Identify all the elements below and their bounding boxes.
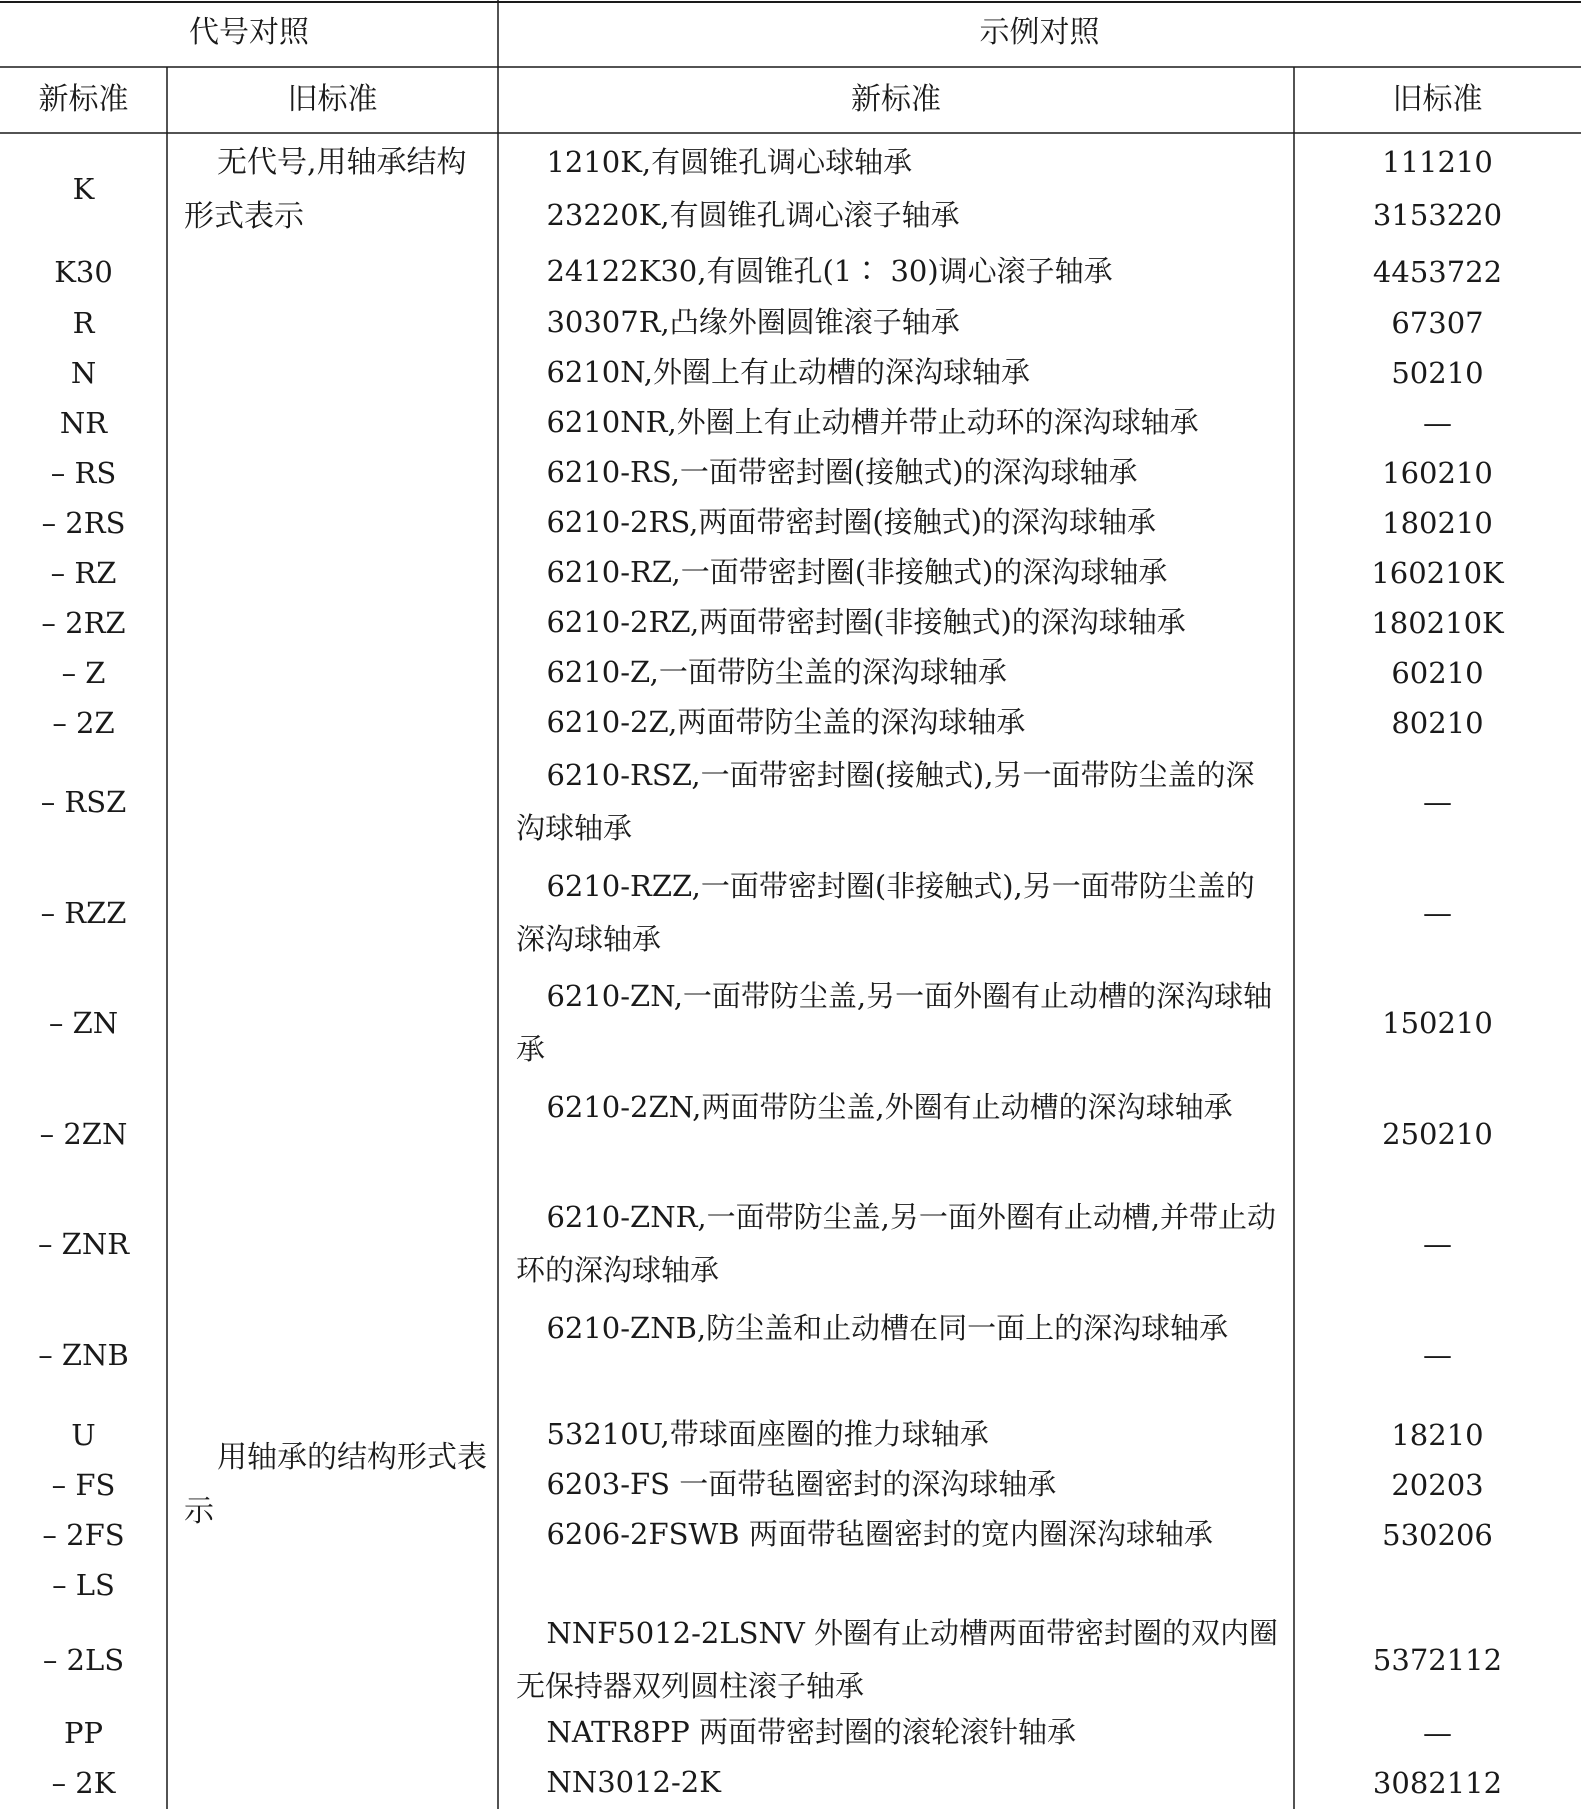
- table-row-new-code: – RZ: [50, 556, 117, 590]
- header-example-compare: 示例对照: [979, 15, 1100, 50]
- table-row-example: 6210N,外圈上有止动槽的深沟球轴承: [546, 355, 1030, 389]
- table-row-new-code: – ZNR: [37, 1227, 130, 1261]
- table-row-example: 6210-RSZ,一面带密封圈(接触式),另一面带防尘盖的深沟球轴承: [516, 758, 1255, 845]
- old-std-note-1: 无代号,用轴承结构形式表示: [184, 145, 467, 234]
- table-row-new-code: – ZN: [48, 1006, 119, 1040]
- table-row-example: 6210-ZN,一面带防尘盖,另一面外圈有止动槽的深沟球轴承: [516, 979, 1273, 1066]
- table-row-example: NNF5012-2LSNV 外圈有止动槽两面带密封圈的双内圈无保持器双列圆柱滚子轴承: [516, 1616, 1279, 1703]
- table-row-new-code: – ZNB: [38, 1338, 129, 1372]
- table-row-old-code: 3082112: [1372, 1766, 1503, 1800]
- table-row-old-code: 50210: [1391, 356, 1484, 390]
- table-row-old-code: 80210: [1391, 706, 1484, 740]
- table-row-old-code: 160210: [1382, 456, 1493, 490]
- table-row-example: 23220K,有圆锥孔调心滚子轴承: [546, 198, 960, 232]
- table-row-old-code: 5372112: [1372, 1643, 1503, 1677]
- table-row-new-code: – FS: [51, 1468, 116, 1502]
- header-example-old-std: 旧标准: [1392, 82, 1483, 117]
- table-row-new-code: K30: [54, 255, 113, 289]
- table-row-new-code: PP: [63, 1716, 104, 1750]
- table-row-old-code: 530206: [1382, 1518, 1493, 1552]
- table-row-example: 6203-FS 一面带毡圈密封的深沟球轴承: [546, 1467, 1057, 1501]
- table-row-new-code: – 2Z: [52, 706, 115, 740]
- table-row-example: NATR8PP 两面带密封圈的滚轮滚针轴承: [546, 1715, 1077, 1749]
- table-row-old-code: 111210: [1382, 145, 1493, 179]
- table-row-new-code: NR: [59, 406, 108, 440]
- table-row-example: 6210-RZZ,一面带密封圈(非接触式),另一面带防尘盖的深沟球轴承: [516, 869, 1255, 956]
- table-row-new-code: U: [71, 1418, 96, 1452]
- table-row-example: 53210U,带球面座圈的推力球轴承: [546, 1417, 989, 1451]
- table-row-old-code: 150210: [1382, 1006, 1493, 1040]
- table-row-old-code: 20203: [1391, 1468, 1484, 1502]
- table-row-example: 6210-ZNR,一面带防尘盖,另一面外圈有止动槽,并带止动环的深沟球轴承: [516, 1200, 1277, 1287]
- table-row-example: 30307R,凸缘外圈圆锥滚子轴承: [546, 305, 960, 339]
- table-row-old-code: 180210: [1382, 506, 1493, 540]
- header-example-new-std: 新标准: [851, 82, 941, 117]
- table-row-old-code: 67307: [1391, 306, 1484, 340]
- table-row-old-code: 180210K: [1371, 606, 1504, 640]
- table-row-new-code: – 2RZ: [41, 606, 126, 640]
- table-row-example: 6206-2FSWB 两面带毡圈密封的宽内圈深沟球轴承: [546, 1517, 1213, 1551]
- header-old-std: 旧标准: [287, 82, 378, 117]
- table-row-new-code: – RSZ: [40, 785, 127, 819]
- table-row-new-code: – RZZ: [40, 896, 127, 930]
- table-row-new-code: – 2RS: [41, 506, 126, 540]
- table-row-old-code: 160210K: [1371, 556, 1504, 590]
- table-row-example: NN3012-2K: [546, 1765, 721, 1799]
- header-code-compare: 代号对照: [189, 15, 309, 50]
- table-row-example: 6210-RZ,一面带密封圈(非接触式)的深沟球轴承: [546, 555, 1168, 589]
- table-row-new-code: N: [70, 356, 97, 390]
- table-row-new-code: – 2K: [51, 1766, 116, 1800]
- table-row-old-code: —: [1423, 896, 1452, 930]
- table-row-example: 6210-ZNB,防尘盖和止动槽在同一面上的深沟球轴承: [546, 1311, 1229, 1345]
- table-row-example: 6210NR,外圈上有止动槽并带止动环的深沟球轴承: [546, 405, 1199, 439]
- table-row-new-code: – 2LS: [42, 1643, 125, 1677]
- table-row-example: 6210-2RZ,两面带密封圈(非接触式)的深沟球轴承: [546, 605, 1186, 639]
- table-row-example: 6210-2Z,两面带防尘盖的深沟球轴承: [546, 705, 1026, 739]
- table-row-old-code: 60210: [1391, 656, 1484, 690]
- table-row-new-code: K: [72, 172, 95, 206]
- table-row-old-code: —: [1423, 1716, 1452, 1750]
- table-row-new-code: – RS: [50, 456, 117, 490]
- table-row-new-code: – 2FS: [42, 1518, 125, 1552]
- table-row-new-code: – 2ZN: [39, 1117, 128, 1151]
- table-row-example: 6210-2RS,两面带密封圈(接触式)的深沟球轴承: [546, 505, 1157, 539]
- table-row-old-code: 250210: [1382, 1117, 1493, 1151]
- table-row-old-code: 3153220: [1372, 198, 1503, 232]
- table-row-old-code: —: [1423, 406, 1452, 440]
- header-new-std: 新标准: [38, 82, 129, 117]
- table-row-example: 6210-Z,一面带防尘盖的深沟球轴承: [546, 655, 1007, 689]
- table-row-example: 6210-2ZN,两面带防尘盖,外圈有止动槽的深沟球轴承: [546, 1090, 1233, 1124]
- table-row-example: 24122K30,有圆锥孔(1∶ 30)调心滚子轴承: [546, 254, 1113, 288]
- table-row-example: 1210K,有圆锥孔调心球轴承: [546, 145, 913, 179]
- table-row-example: 6210-RS,一面带密封圈(接触式)的深沟球轴承: [546, 455, 1138, 489]
- table-row-old-code: —: [1423, 1227, 1452, 1261]
- table-row-old-code: —: [1423, 1338, 1452, 1372]
- table-row-old-code: —: [1423, 785, 1452, 819]
- table-row-old-code: 18210: [1391, 1418, 1484, 1452]
- old-std-note-2: 用轴承的结构形式表示: [184, 1440, 487, 1529]
- table-row-new-code: – LS: [52, 1568, 115, 1602]
- table-row-old-code: 4453722: [1372, 255, 1503, 289]
- table-row-new-code: – Z: [61, 656, 106, 690]
- table-row-new-code: R: [72, 306, 95, 340]
